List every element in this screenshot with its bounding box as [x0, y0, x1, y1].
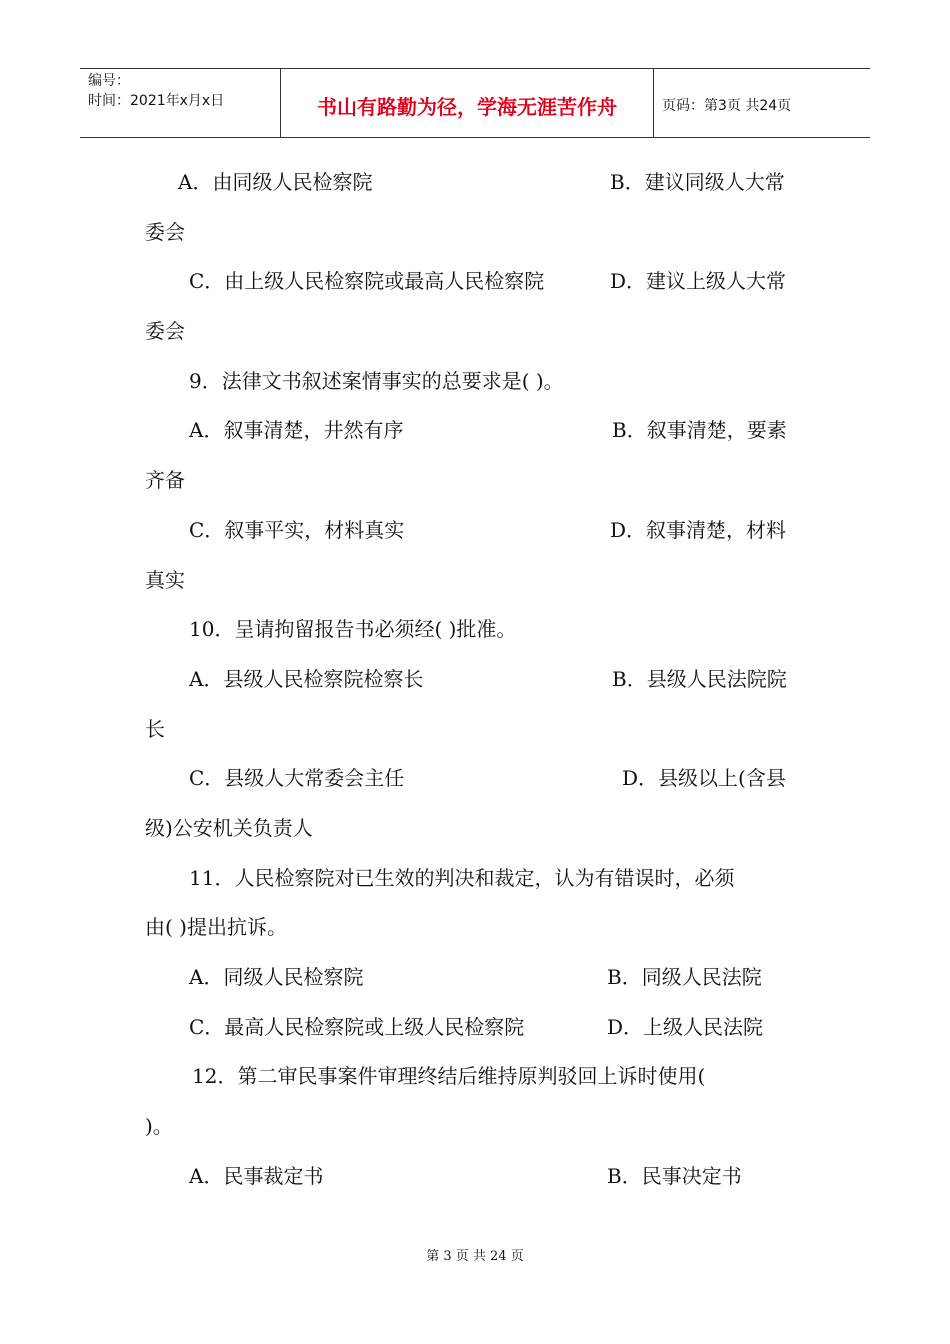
text-line — [145, 158, 810, 208]
question-11 — [145, 854, 810, 904]
option-a: A．县级人民检察院检察长 — [189, 666, 424, 691]
line-text: 长 — [145, 716, 165, 741]
text-line — [145, 903, 810, 953]
text-line — [145, 556, 810, 606]
text-line — [145, 1152, 810, 1202]
text-line — [145, 506, 810, 556]
text-line — [145, 754, 810, 804]
header-meta — [80, 69, 281, 137]
text-line — [145, 456, 810, 506]
option-a: A．同级人民检察院 — [189, 965, 364, 989]
question-9 — [145, 357, 810, 407]
question-text: 9．法律文书叙述案情事实的总要求是( )。 — [189, 368, 564, 393]
question-text: 11．人民检察院对已生效的判决和裁定，认为有错误时，必须 — [189, 865, 735, 890]
option-d: D．建议上级人大常 — [610, 269, 787, 294]
option-b: B．县级人民法院院 — [612, 666, 787, 691]
option-d: D．上级人民法院 — [607, 1014, 764, 1039]
question-text: 10．呈请拘留报告书必须经( )批准。 — [189, 617, 517, 642]
line-text: 委会 — [145, 319, 185, 344]
option-a: A．民事裁定书 — [189, 1163, 324, 1188]
option-b: B．叙事清楚，要素 — [612, 418, 787, 443]
line-text: )。 — [145, 1114, 173, 1139]
header-motto: 书山有路勤为径，学海无涯苦作舟 — [281, 69, 654, 137]
line-text: 委会 — [145, 219, 185, 244]
question-10 — [145, 605, 810, 655]
header-page-info: 页码：第3页 共24页 — [662, 98, 792, 114]
text-line — [145, 257, 810, 307]
question-text: 12．第二审民事案件审理终结后维持原判驳回上诉时使用( — [192, 1064, 706, 1089]
document-body — [145, 158, 810, 1201]
text-line — [145, 406, 810, 456]
option-b: B．建议同级人大常 — [610, 170, 785, 194]
text-line — [145, 208, 810, 258]
line-text: 齐备 — [145, 468, 185, 493]
question-12 — [145, 1052, 810, 1102]
option-a: A．由同级人民检察院 — [178, 170, 373, 194]
line-text: 级)公安机关负责人 — [145, 815, 313, 840]
text-line — [145, 1102, 810, 1152]
text-line — [145, 307, 810, 357]
text-line — [145, 655, 810, 705]
option-d: D．叙事清楚，材料 — [610, 517, 787, 542]
number-label: 编号： — [88, 73, 130, 89]
text-line — [145, 1003, 810, 1053]
option-c: C．最高人民检察院或上级人民检察院 — [189, 1014, 525, 1039]
time-label: 时间：2021年x月x日 — [88, 93, 225, 109]
page-header — [80, 68, 870, 138]
text-line — [145, 953, 810, 1003]
option-a: A．叙事清楚，井然有序 — [189, 418, 404, 443]
option-d: D．县级以上(含县 — [622, 766, 786, 791]
line-text: 由( )提出抗诉。 — [145, 915, 287, 940]
option-b: B．民事决定书 — [607, 1163, 742, 1188]
option-c: C．由上级人民检察院或最高人民检察院 — [189, 269, 545, 294]
option-c: C．叙事平实，材料真实 — [189, 517, 405, 542]
option-c: C．县级人大常委会主任 — [189, 766, 405, 791]
text-line — [145, 804, 810, 854]
text-line — [145, 705, 810, 755]
line-text: 真实 — [145, 567, 185, 592]
option-b: B．同级人民法院 — [607, 965, 762, 989]
page-footer: 第 3 页 共 24 页 — [426, 1249, 524, 1264]
